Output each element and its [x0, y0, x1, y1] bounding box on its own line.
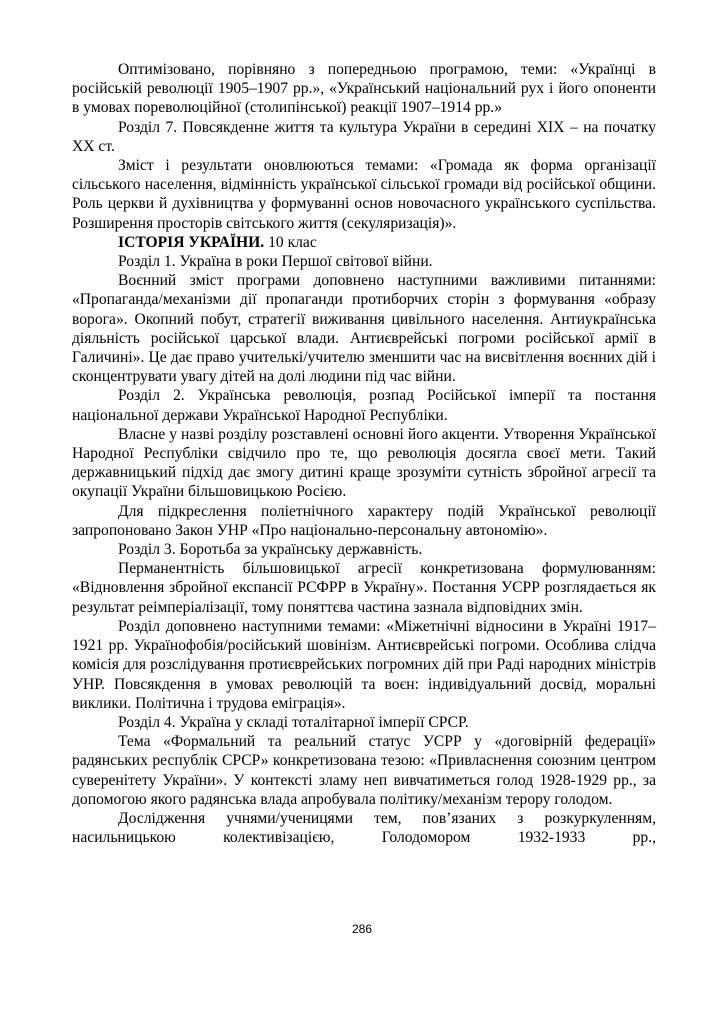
paragraph-section-2-law: Для підкреслення поліетнічного характеру подій Української революції запропоновано Закон УНР «Про національно-персональну автономію». — [72, 502, 656, 539]
paragraph-section-2-heading: Розділ 2. Українська революція, розпад Російської імперії та постання національної держави Української Народної Республіки. — [72, 387, 656, 424]
paragraph-revolution-topics: Оптимізовано, порівняно з попередньою програмою, теми: «Українці в російській революції 1905–1907 рр.», «Український національний рух і його опоненти в умовах пореволюційної (столипінської) реакції 1907–1914 рр.» — [72, 61, 656, 117]
paragraph-section-3-heading: Розділ 3. Боротьба за українську державність. — [118, 541, 423, 559]
paragraph-section-2-content: Власне у назві розділу розставлені основні його акценти. Утворення Української Народної Республіки свідчило про те, що революція досягла своєї мети. Такий державницький підхід дає змогу дитині краще зрозуміти сутність збройної агресії та окупації України більшовицькою Росією. — [72, 425, 656, 501]
paragraph-section-4-content: Тема «Формальний та реальний статус УСРР у «договірній федерації» радянських республік СРСР» конкретизована тезою: «Привласнення союзним центром суверенітету України». У контексті зламу неп вивчатиметься голод 1928-1929 рр., за допомогою якого радянська влада апробувала політику/механізм терору голодом. — [72, 733, 656, 808]
paragraph-section-4-research: Дослідження учнями/ученицями тем, пов’язаних з розкуркуленням, насильницькою колективізацією, Голодомором 1932-1933 рр., — [72, 809, 656, 847]
paragraph-section-7-heading: Розділ 7. Повсякденне життя та культура України в середині ХІХ – на початку ХХ ст. — [72, 118, 656, 155]
paragraph-section-3-content: Перманентність більшовицької агресії конкретизована формулюванням: «Відновлення збройної експансії РСФРР в Україну». Постання УСРР розглядається як результат реімперіалізації, тому поняттєва частина зазнала відповідних змін. — [72, 560, 656, 616]
paragraph-section-3-topics: Розділ доповнено наступними темами: «Міжетнічні відносини в Україні 1917–1921 рр. Українофобія/російський шовінізм. Антиєврейські погроми. Особлива слідча комісія для розслідування протиєврейських погромних дій при Раді народних міністрів УНР. Повсякдення в умовах революцій та воєн: індивідуальний досвід, моральні виклики. Політична і трудова еміграція». — [72, 617, 656, 712]
page-number: 286 — [351, 922, 373, 936]
paragraph-section-1-content: Воєнний зміст програми доповнено наступними важливими питаннями: «Пропаганда/механізми дії пропаганди протиборчих сторін з формування «образу ворога». Окопний побут, стратегії виживання цивільного населення. Антиукраїнська діяльність російської царської влади. Антиєврейські погроми російської армії в Галичині». Це дає право учителькі/учителю зменшити час на висвітлення воєнних дій і сконцентрувати увагу дітей на долі людини під час війни. — [72, 272, 656, 386]
grade-10-class: 10 клас — [264, 233, 317, 251]
grade-10-title: ІСТОРІЯ УКРАЇНИ. — [118, 233, 265, 251]
paragraph-section-1-heading: Розділ 1. Україна в роки Першої світової війни. — [118, 253, 433, 271]
paragraph-section-4-heading: Розділ 4. Україна у складі тоталітарної імперії СРСР. — [118, 713, 469, 731]
paragraph-section-7-content: Зміст і результати оновлюються темами: «Громада як форма організації сільського населення, відмінність української сільської громади від російської общини. Роль церкви й духівництва у формуванні основ новочасного українського суспільства. Розширення просторів світського життя (секуляризація)». — [72, 157, 656, 232]
paragraph-grade-10-heading — [72, 233, 656, 252]
document-page — [72, 60, 656, 847]
